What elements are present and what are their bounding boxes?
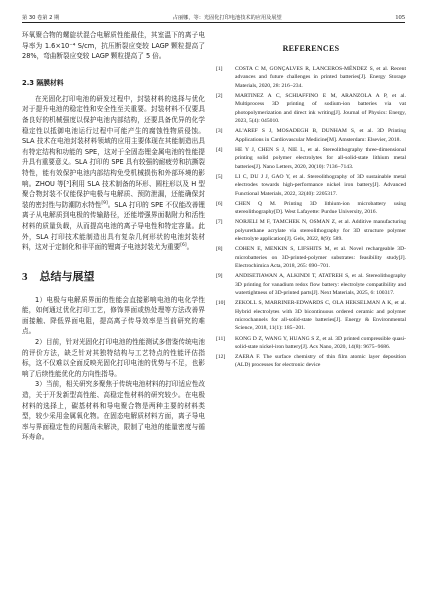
- paragraph-continuation: 环氧聚合物的螺旋状混合电解质性能最佳，其室温下的离子电导率为 1.6×10⁻⁴ S/cm，抗压断裂应变较 LAGP 颗粒提高了 28%，弯曲断裂应变较 LAGP 颗粒提高了 5 倍。: [22, 31, 205, 61]
- reference-item: [216, 92, 406, 126]
- reference-text: CHEN Q M. Printing 3D lithium-ion microbattery using stereolithography[D]. West Lafayette: Purdue University, 2016.: [235, 200, 406, 216]
- reference-index: [7]: [216, 219, 223, 226]
- left-column: [22, 30, 205, 443]
- journal-issue: 第 30 卷第 2 期: [22, 15, 60, 21]
- reference-item: [216, 200, 406, 217]
- page-header: [22, 9, 405, 21]
- section-heading-3: [22, 270, 205, 284]
- section-heading-2-3: 2.3 隔膜材料: [22, 78, 64, 87]
- conclusion-item-3: 3）当前，相关研究多聚焦于传统电池材料的打印适应性改造，关于开发新型高性能、高稳定性材料的研究较少。在电极材料的选择上，碳基材料和导电聚合物是两种主要的材料类型，较少采用金属氧化物。在固态电解质材料方面，离子导电率与界面稳定性的问题尚未解决，限制了电池的能量密度与循环寿命。: [22, 380, 205, 442]
- header-rule: [22, 22, 405, 23]
- reference-index: [4]: [216, 146, 223, 153]
- reference-item: [216, 335, 406, 352]
- reference-index: [11]: [216, 335, 226, 342]
- paragraph-separator-materials: [22, 94, 205, 253]
- reference-text: LI C, DU J J, GAO Y, et al. Stereolithography of 3D sustainable metal electrodes towards high-performance nickel iron battery[J]. Advanced Functional Materials, 2022, 32(40): 2205317.: [235, 173, 406, 197]
- reference-index: [3]: [216, 128, 223, 135]
- reference-text: MARTINEZ A C, SCHIAFFINO E M, ARANZOLA A P, et al. Multiprocess 3D printing of sodium-ion batteries via vat photopolymerization and direct ink writing[J]. Journal of Physics: Energy, 2023, 5(4): 045010.: [235, 92, 406, 125]
- reference-text: COHEN E, MENKIN S, LIFSHITS M, et al. Novel rechargeable 3D-microbatteries on 3D-printed-polymer substrates: feasibility study[J]. Electrochimica Acta, 2018, 265: 690−701.: [235, 246, 406, 270]
- reference-item: [216, 218, 406, 243]
- citation: [6]: [180, 242, 187, 248]
- right-column: [216, 30, 406, 372]
- reference-list: [216, 65, 406, 370]
- reference-index: [8]: [216, 246, 223, 253]
- section-number: 3: [22, 270, 28, 283]
- reference-text: ZEKOLL S, MARRINER-EDWARDS C, OLA HEKSELMAN A K, et al. Hybrid electrolytes with 3D bicontinuous ordered ceramic and polymer microchannels for all-solid-state batteries[J]. Energy & Environmental Science, 2018, 11(1): 185−201.: [235, 300, 406, 332]
- paragraph-text: 。: [186, 243, 194, 252]
- references-title: REFERENCES: [282, 44, 340, 53]
- reference-text: NORJELI M F, TAMCHEK N, OSMAN Z, et al. Additive manufacturing polyurethane acrylate via stereolithography for 3D structure polymer electrolyte application[J]. Gels, 2022, 8(9): 589.: [235, 219, 406, 243]
- reference-text: AL'AREF S J, MOSADEGH B, DUNHAM S, et al. 3D Printing Applications in Cardiovascular Medicine[M]. Amsterdam: Elsevier, 2018.: [235, 128, 406, 143]
- reference-item: [216, 65, 406, 90]
- reference-index: [6]: [216, 200, 223, 207]
- reference-text: ANDISETIAWAN A, ALKINDI T, ATATREH S, et al. Stereolithography 3D printing for vanadium redox flow battery: electrolyte compatibility and watertightness of 3D-printed parts[J]. Next Materials, 2025, 6: 100317.: [235, 273, 406, 297]
- page-number: 105: [395, 14, 405, 21]
- reference-item: [216, 146, 406, 171]
- reference-index: [2]: [216, 92, 223, 99]
- reference-item: [216, 173, 406, 198]
- running-title: 占丽娜，等：光固化打印电池技术的应用及展望: [172, 15, 282, 21]
- section-title: 总结与展望: [39, 269, 95, 283]
- reference-item: [216, 299, 406, 333]
- reference-text: ZAERA F. The surface chemistry of thin film atomic layer deposition (ALD) processes for electronic device: [235, 354, 406, 369]
- reference-index: [9]: [216, 273, 223, 280]
- conclusion-item-1: 1）电极与电解质界面的性能会直接影响电池的电化学性能，如何通过优化打印工艺，修饰界面或热处理等方法改善界面接触、降低界面电阻，提高离子传导效率是当前研究的难点。: [22, 295, 205, 336]
- reference-item: [216, 272, 406, 297]
- reference-text: COSTA C M, GONÇALVES R, LANCEROS-MÉNDEZ S, et al. Recent advances and future challenges in printed batteries[J]. Energy Storage Materials, 2020, 28: 216−234.: [235, 66, 406, 89]
- reference-item: [216, 353, 406, 370]
- paragraph-text: 在光固化打印电池的研发过程中，封装材料的选择与优化对于提升电池的稳定性和安全性至关重要。封装材料不仅要具备良好的机械强度以保护电池内部结构，还要具备优异的化学稳定性以抵御电池运行过程中可能产生的腐蚀性物质侵蚀。SLA 技术在电池封装材料领域的应用主要体现在其能制造出具有特定结构和功能的 SPE，这对于全固态锂金属电池的性能提升具有重要意义。SLA 打印的 SPE 具有较强的耐疲劳和抗撕裂特性，能有效保护电池内部结构免受机械损伤和外部环境的影响。ZHOU 等[⁵]利用 SLA 技术制备的环形、圆柱形以及 H 型聚合物封装不仅能保护电极与电解质、预防泄漏，还能确保封装的密封性与防潮防水特性: [22, 94, 205, 209]
- reference-index: [5]: [216, 173, 223, 180]
- reference-item: [216, 245, 406, 270]
- conclusion-item-2: 2）目前，针对光固化打印电池的性能测试多借鉴传统电池的评价方法，缺乏针对其独特结构与工艺特点的性能评估指标，这不仅难以全面反映光固化打印电池的优势与不足，也影响了后续性能优化的方向性指导。: [22, 338, 205, 378]
- reference-item: [216, 127, 406, 144]
- reference-index: [1]: [216, 66, 223, 72]
- reference-index: [12]: [216, 354, 226, 361]
- reference-index: [10]: [216, 300, 226, 307]
- citation: [9]: [101, 200, 108, 206]
- reference-text: HE Y J, CHEN S J, NIE L, et al. Stereolithography three-dimensional printing solid polymer electrolytes for all-solid-state lithium metal batteries[J]. Nano Letters, 2020, 20(10): 7136−7143.: [235, 146, 406, 170]
- reference-text: KONG D Z, WANG Y, HUANG S Z, et al. 3D printed compressible quasi-solid-state nickel-iron battery[J]. Acs Nano, 2020, 14(8): 9675−9686.: [235, 335, 406, 350]
- paragraph-text: 。SLA 打印的 SPE 不仅能改善锂离子从电解质到电极的传输路径，还能增强界面黏附力和活性材料的质量负载，从而提高电池的离子导电性和特定容量。此外，SLA 打印技术能制造出具有复杂几何形状的电池封装材料，这对于定制化和非平面的锂离子电池封装尤为重要: [22, 200, 205, 252]
